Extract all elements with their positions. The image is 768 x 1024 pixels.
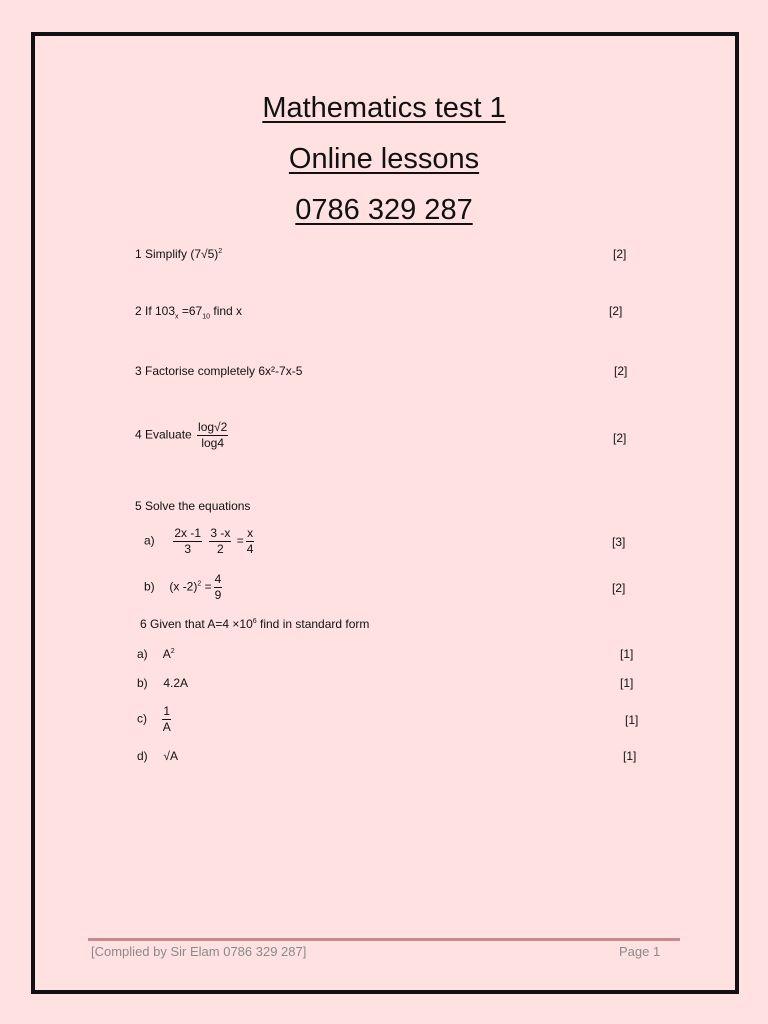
fraction: $\frac{3 -x}{2}$ xyxy=(210,526,231,556)
fraction: $\frac{x}{4}$ xyxy=(246,526,254,556)
question-5: 5 Solve the equations xyxy=(135,499,251,513)
question-5b: b) (x -2)$^2$ = $\frac{4}{9}$ xyxy=(144,572,222,602)
question-5a: a) $\frac{2x -1}{3}$ $\frac{3 -x}{2}$ = $\frac{x}{4}$ xyxy=(144,526,254,556)
question-2: 2 If $103_x =67_{10}$ find x xyxy=(135,304,243,321)
page-border xyxy=(31,32,739,994)
question-4-marks: [2] xyxy=(613,431,627,445)
question-6d-marks: [1] xyxy=(623,749,637,763)
footer-divider xyxy=(88,938,680,941)
question-6d: d) √A xyxy=(137,749,178,763)
fraction: $\frac{\log√2}{\log 4}$ xyxy=(198,420,228,450)
question-1: 1 Simplify $(7√5)^2$ xyxy=(135,247,223,261)
question-6c-marks: [1] xyxy=(625,713,639,727)
fraction: $\frac{1}{A}$ xyxy=(162,704,171,734)
footer-credit: [Complied by Sir Elam 0786 329 287] xyxy=(91,944,307,959)
question-6c: c) $\frac{1}{A}$ xyxy=(137,704,171,734)
document-subtitle: Online lessons xyxy=(288,143,480,175)
contact-phone: 0786 329 287 xyxy=(295,194,473,226)
question-6a: a) $A^2$ xyxy=(137,647,175,661)
page-number: Page 1 xyxy=(619,944,661,959)
question-6b-marks: [1] xyxy=(620,676,634,690)
question-3: 3 Factorise completely 6x²-7x-5 xyxy=(135,364,303,378)
question-5a-marks: [3] xyxy=(612,535,626,549)
fraction: $\frac{4}{9}$ xyxy=(214,572,222,602)
question-3-marks: [2] xyxy=(614,364,628,378)
question-1-marks: [2] xyxy=(613,247,627,261)
question-6a-marks: [1] xyxy=(620,647,634,661)
question-2-marks: [2] xyxy=(609,304,623,318)
question-6: 6 Given that $A=4 \times 10^6$ find in standard form xyxy=(140,617,370,631)
question-4: 4 Evaluate $\frac{\log√2}{\log 4}$ xyxy=(135,420,228,450)
question-5b-marks: [2] xyxy=(612,581,626,595)
document-title: Mathematics test 1 xyxy=(262,92,506,124)
fraction: $\frac{2x -1}{3}$ xyxy=(174,526,202,556)
question-6b: b) 4.2A xyxy=(137,676,189,690)
